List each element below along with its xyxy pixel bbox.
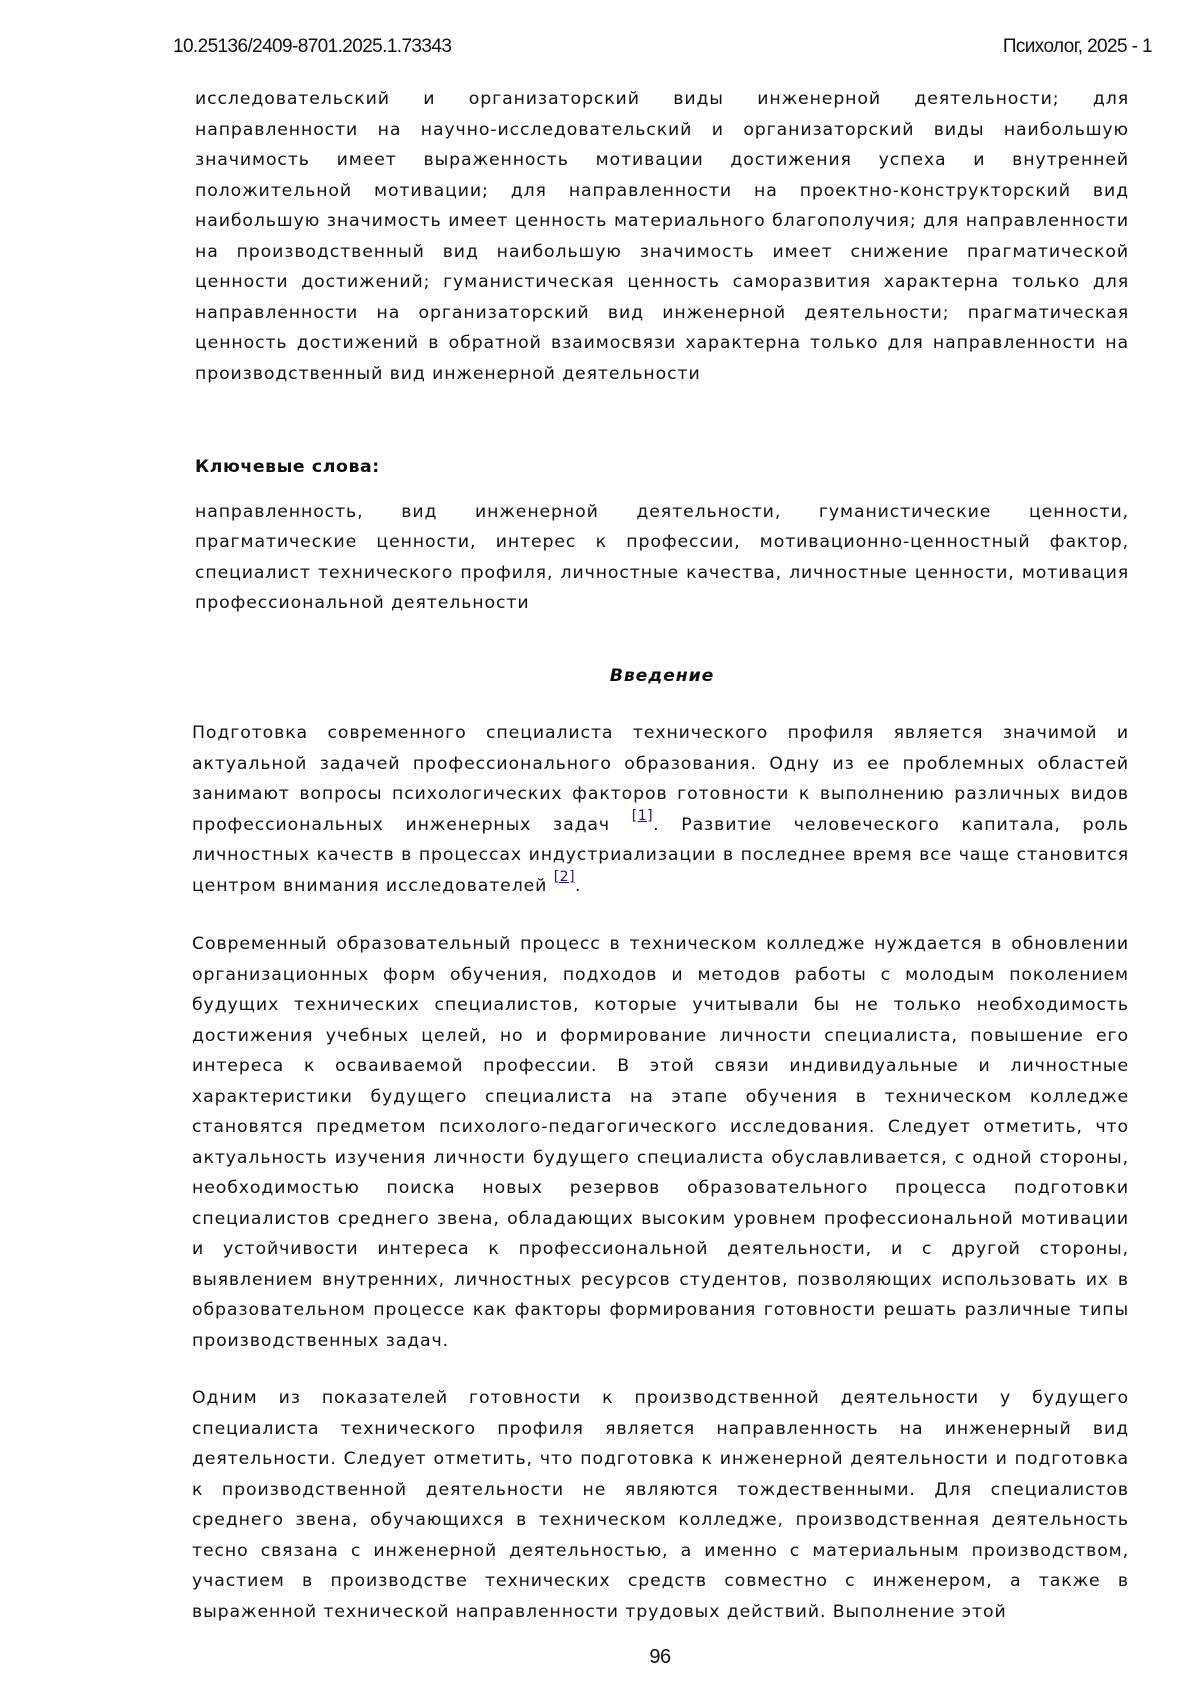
paragraph-text: . — [575, 876, 581, 896]
keyword[interactable]: мотивация профессиональной деятельности — [195, 563, 1129, 614]
page-number: 96 — [0, 1646, 1200, 1669]
intro-paragraph-1 — [192, 718, 1129, 901]
paragraph-text: Одним из показателей готовности к производственной деятельности у будущего специалиста технического профиля является направленность на инженерный вид деятельности. Следует отметить, что подготовка к инженерной деятельности и подготовка к производственной деятельности не являются тождественными. Для специалистов среднего звена, обучающихся в техническом колледже, производственная деятельность тесно связана с инженерной деятельностью, а именно с материальным производством, участием в производстве технических средств совместно с инженером, а также в выраженной технической направленности трудовых действий. Выполнение этой — [192, 1383, 1129, 1627]
keywords-title: Ключевые слова: — [195, 452, 1129, 483]
keyword[interactable]: мотивационно-ценностный фактор — [760, 532, 1123, 552]
keyword[interactable]: направленность — [195, 502, 357, 522]
abstract-section — [195, 84, 1129, 691]
citation-link-2[interactable]: [2] — [554, 869, 575, 885]
paragraph-text: Современный образовательный процесс в техническом колледже нуждается в обновлении организационных форм обучения, подходов и методов работы с молодым поколением будущих технических специалистов, которые учитывали бы не только необходимость достижения учебных целей, но и формирование личности специалиста, повышение его интереса к осваиваемой профессии. В этой связи индивидуальные и личностные характеристики будущего специалиста на этапе обучения в техническом колледже становятся предметом психолого-педагогического исследования. Следует отметить, что актуальность изучения личности будущего специалиста обуславливается, с одной стороны, необходимостью поиска новых резервов образовательного процесса подготовки специалистов среднего звена, обладающих высоким уровнем профессиональной мотивации и устойчивости интереса к профессиональной деятельности, и с другой стороны, выявлением внутренних, личностных ресурсов студентов, позволяющих использовать их в образовательном процессе как факторы формирования готовности решать различные типы производственных задач. — [192, 929, 1129, 1356]
paragraph-text: Подготовка современного специалиста технического профиля является значимой и актуальной задачей профессионального образования. Одну из ее проблемных областей занимают вопросы психологических факторов готовности к выполнению различных видов профессиональных инженерных задач — [192, 723, 1129, 835]
keyword[interactable]: вид инженерной деятельности — [401, 502, 775, 522]
citation-link-1[interactable]: [1] — [632, 808, 653, 824]
keyword[interactable]: специалист технического профиля — [195, 563, 547, 583]
keyword[interactable]: прагматические ценности — [195, 532, 470, 552]
keywords-list: направленность, вид инженерной деятельности, гуманистические ценности, прагматические ценности, интерес к профессии, мотивационно-ценностный фактор, специалист технического профиля, личностные качества, личностные ценности, мотивация профессиональной деятельности — [195, 497, 1129, 619]
keyword[interactable]: личностные ценности — [789, 563, 1008, 583]
keyword[interactable]: интерес к профессии — [496, 532, 734, 552]
paragraph-text: . Развитие человеческого капитала, роль личностных качеств в процессах индустриализации в последнее время все чаще становится центром внимания исследователей — [192, 815, 1129, 896]
journal-header: Психолог, 2025 - 1 — [1003, 36, 1152, 58]
abstract-text: исследовательский и организаторский виды инженерной деятельности; для направленности на научно-исследовательский и организаторский виды наибольшую значимость имеет выраженность мотивации достижения успеха и внутренней положительной мотивации; для направленности на проектно-конструкторский вид наибольшую значимость имеет ценность материального благополучия; для направленности на производственный вид наибольшую значимость имеет снижение прагматической ценности достижений; гуманистическая ценность саморазвития характерна только для направленности на организаторский вид инженерной деятельности; прагматическая ценность достижений в обратной взаимосвязи характерна только для направленности на производственный вид инженерной деятельности — [195, 84, 1129, 389]
section-title-introduction: Введение — [195, 661, 1129, 692]
doi-header: 10.25136/2409-8701.2025.1.73343 — [173, 36, 451, 58]
intro-paragraph-3 — [192, 1383, 1129, 1627]
keyword[interactable]: личностные качества — [561, 563, 776, 583]
intro-paragraph-2 — [192, 929, 1129, 1356]
keyword[interactable]: гуманистические ценности — [819, 502, 1123, 522]
